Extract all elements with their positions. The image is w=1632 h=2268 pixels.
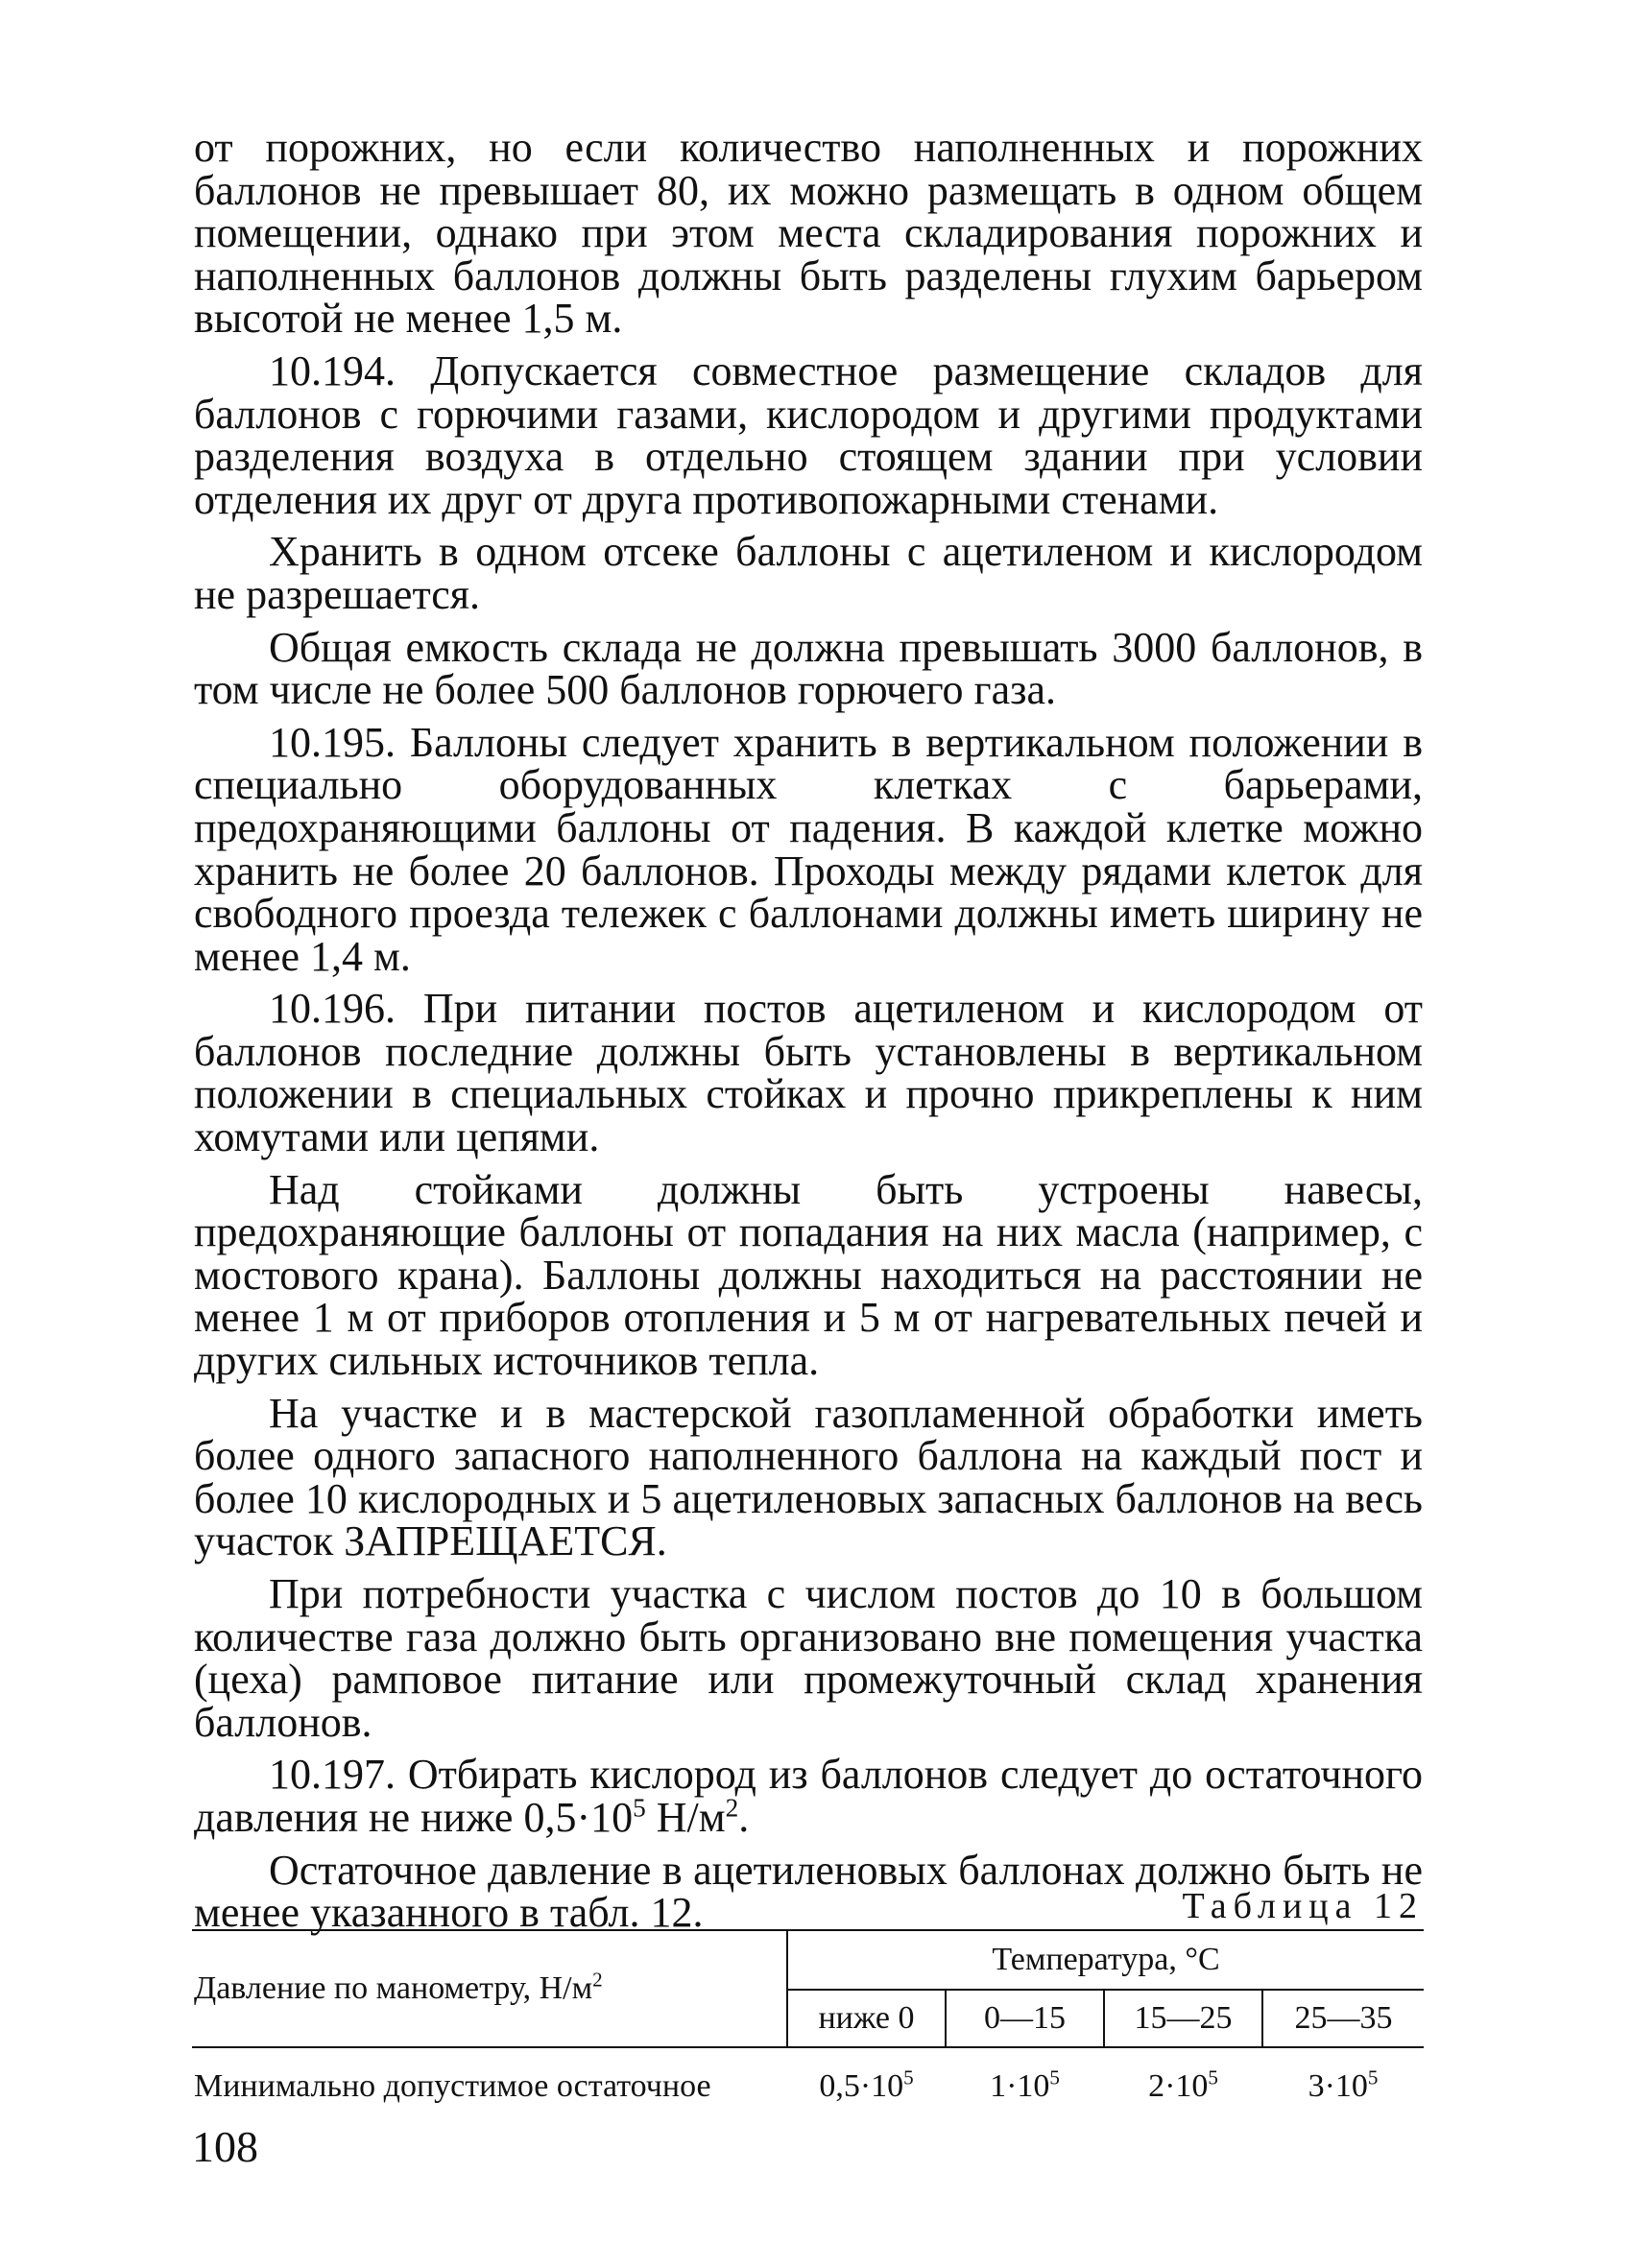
paragraph-ramp-supply: При потребности участка с числом постов до 10 в большом количестве газа должно быть организовано вне помещения участка (цеха) рамповое питание или промежуточный склад хранения баллонов. bbox=[194, 1570, 1423, 1746]
value-0-15: $1\cdot 10^5$ bbox=[990, 2065, 1060, 2104]
pressure-header: Давление по манометру, $Н/м^2$ bbox=[192, 1930, 787, 2047]
body-text bbox=[194, 124, 1423, 1945]
table-header-row bbox=[192, 1930, 1424, 1990]
temp-col-25-35: 25—35 bbox=[1262, 1990, 1424, 2047]
paragraph-residual-pressure: Остаточное давление в ацетиленовых баллонах должно быть не менее указанного в табл. 12. bbox=[194, 1846, 1423, 1937]
table-12 bbox=[192, 1929, 1424, 2125]
paragraph-acetylene-oxygen: Хранить в одном отсеке баллоны с ацетиленом и кислородом не разрешается. bbox=[194, 528, 1423, 618]
value-below-0: $0,5\cdot 10^5$ bbox=[819, 2065, 914, 2104]
value-15-25: $2\cdot 10^5$ bbox=[1148, 2065, 1218, 2104]
temperature-header: Температура, °С bbox=[787, 1930, 1424, 1990]
value-25-35: $3\cdot 10^5$ bbox=[1308, 2065, 1379, 2104]
paragraph-capacity: Общая емкость склада не должна превышать 3000 баллонов, в том числе не более 500 баллонов горючего газа. bbox=[194, 623, 1423, 714]
table-row bbox=[192, 2047, 1424, 2125]
p10197-end: . bbox=[738, 1793, 750, 1841]
temp-col-0-15: 0—15 bbox=[946, 1990, 1104, 2047]
temp-col-below-0: ниже 0 bbox=[787, 1990, 946, 2047]
row-label: Минимально допустимое остаточное bbox=[194, 2068, 711, 2104]
paragraph-10-196: 10.196. При питании постов ацетиленом и кислородом от баллонов последние должны быть установлены в вертикальном положении в специальных стойках и прочно прикреплены к ним хомутами или цепями. bbox=[194, 985, 1423, 1161]
p10197-exp: 5 bbox=[633, 1793, 646, 1823]
page-number: 108 bbox=[192, 2122, 258, 2171]
paragraph-1: от порожних, но если количество наполненных и порожних баллонов не превышает 80, их можно размещать в одном общем помещении, однако при этом места складирования порожних и наполненных баллонов должны быть разделены глухим барьером высотой не менее 1,5 м. bbox=[194, 124, 1423, 343]
paragraph-10-197 bbox=[194, 1751, 1423, 1841]
paragraph-canopies: Над стойками должны быть устроены навесы, предохраняющие баллоны от попадания на них масла (например, с мостового крана). Баллоны должны находиться на расстоянии не менее 1 м от приборов отопления и 5 м от нагревательных печей и других сильных источников тепла. bbox=[194, 1165, 1423, 1385]
paragraph-10-195: 10.195. Баллоны следует хранить в вертикальном положении в специально оборудованных клетках с барьерами, предохраняющими баллоны от падения. В каждой клетке можно хранить не более 20 баллонов. Проходы между рядами клеток для свободного проезда тележек с баллонами должны иметь ширину не менее 1,4 м. bbox=[194, 718, 1423, 980]
table-caption: Таблица 12 bbox=[1182, 1886, 1424, 1926]
paragraph-10-194: 10.194. Допускается совместное размещение складов для баллонов с горючими газами, кислородом и другими продуктами разделения воздуха в отдельно стоящем здании при условии отделения их друг от друга противопожарными стенами. bbox=[194, 346, 1423, 523]
p10197-text: 10.197. Отбирать кислород из баллонов следует до остаточного давления не ниже 0,5·10 bbox=[194, 1751, 1423, 1841]
paragraph-workshop: На участке и в мастерской газопламенной обработки иметь более одного запасного наполненного баллона на каждый пост и более 10 кислородных и 5 ацетиленовых запасных баллонов на весь участок ЗАПРЕЩАЕТСЯ. bbox=[194, 1389, 1423, 1565]
p10197-unit-exp: 2 bbox=[725, 1793, 739, 1823]
temp-col-15-25: 15—25 bbox=[1104, 1990, 1262, 2047]
p10197-unit: Н/м bbox=[645, 1793, 726, 1841]
